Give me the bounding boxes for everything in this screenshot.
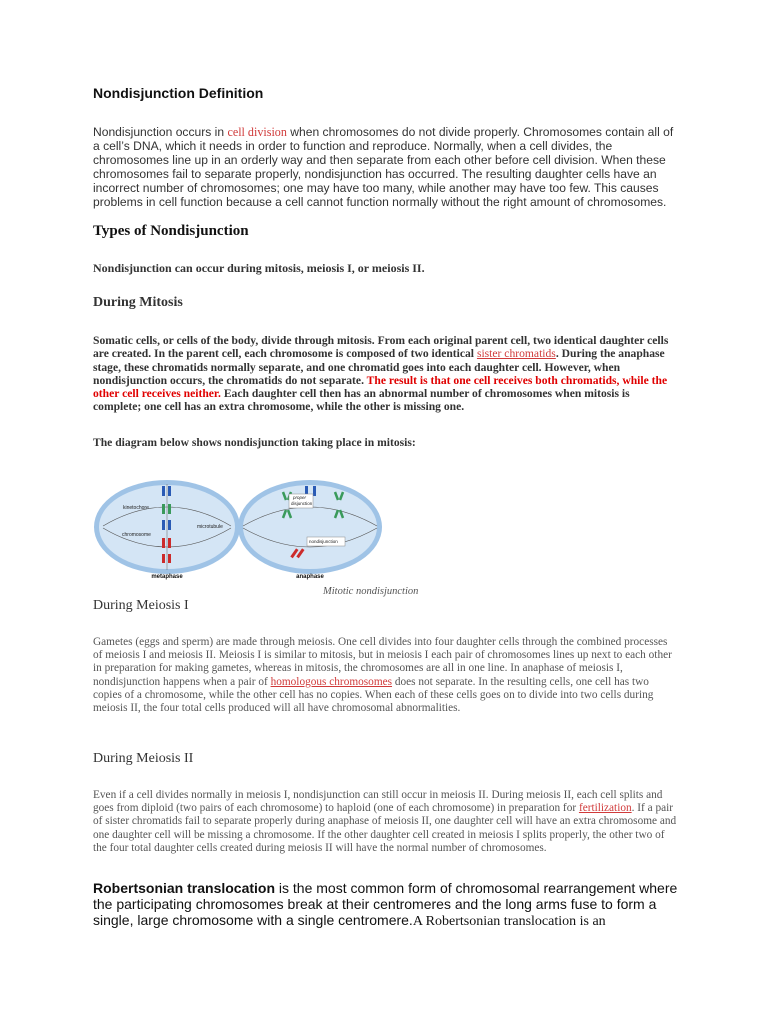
- section-title-mitosis: During Mitosis: [93, 295, 183, 310]
- diagram-intro: The diagram below shows nondisjunction taking place in mitosis:: [93, 436, 416, 449]
- robertsonian-paragraph: Robertsonian translocation is the most common form of chromosomal rearrangement where the participating chromosomes break at their centromeres and the long arms fuse to form a single, large chromosome with a single centromere.A Robertsonian translocation is an: [93, 880, 678, 930]
- figure-caption: Mitotic nondisjunction: [323, 586, 419, 597]
- definition-paragraph: Nondisjunction occurs in cell division when chromosomes do not divide properly. Chromosomes contain all of a cell’s DNA, which it needs in order to function and reproduce. Normally, when a cell divides, the chromosomes line up in an orderly way and then separate from each other before cell division. When these chromosomes fail to separate properly, nondisjunction has occurred. The resulting daughter cells have an incorrect number of chromosomes; one may have too many, while another may have too few. This causes problems in cell function because a cell cannot function normally without the right amount of chromosomes.: [93, 125, 674, 209]
- nondisjunction-label: nondisjunction: [309, 539, 338, 544]
- section-title-meiosis2: During Meiosis II: [93, 751, 194, 766]
- section-title-definition: Nondisjunction Definition: [93, 85, 264, 101]
- sister-chromatids-link[interactable]: sister chromatids: [476, 347, 556, 361]
- microtubule-label: microtubule: [197, 524, 223, 530]
- mitosis-paragraph: Somatic cells, or cells of the body, divide through mitosis. From each original parent cell, two identical daughter cells are created. In the parent cell, each chromosome is composed of two identical sister chromatids. During the anaphase stage, these chromatids normally separate, and one chromatid goes into each daughter cell. However, when nondisjunction occurs, the chromatids do not separate. The result is that one cell receives both chromatids, while the other cell receives neither. Each daughter cell then has an abnormal number of chromosomes when mitosis is complete; one cell has an extra chromosome, while the other is missing one.: [93, 334, 669, 414]
- robertsonian-term: Robertsonian translocation: [93, 880, 276, 896]
- mitosis-emphasis: The result is that one cell receives both chromatids, while the other cell receives neither.: [93, 373, 668, 401]
- types-intro: Nondisjunction can occur during mitosis, meiosis I, or meiosis II.: [93, 261, 425, 275]
- cell-division-link[interactable]: cell division: [227, 125, 287, 139]
- fertilization-link[interactable]: fertilization: [578, 802, 632, 815]
- disjunction-label: disjunction: [291, 501, 313, 506]
- meiosis2-paragraph: Even if a cell divides normally in meiosis I, nondisjunction can still occur in meiosis II. During meiosis II, each cell splits and goes from diploid (two pairs of each chromosome) to haploid (one of each chromosome) in preparation for fertilization. If a pair of sister chromatids fail to separate properly during anaphase of meiosis II, one daughter cell will have an extra chromosome and one daughter cell will be missing a chromosome. If the other daughter cell created in meiosis I splits properly, the other two of the four total daughter cells created during meiosis II will have the normal number of chromosomes.: [93, 789, 677, 854]
- mitotic-nondisjunction-diagram: [93, 478, 678, 606]
- homologous-chromosomes-link[interactable]: homologous chromosomes: [270, 675, 393, 688]
- section-title-types: Types of Nondisjunction: [93, 223, 249, 239]
- section-title-meiosis1: During Meiosis I: [93, 598, 189, 613]
- meiosis1-paragraph: Gametes (eggs and sperm) are made through meiosis. One cell divides into four daughter cells through the combined processes of meiosis I and meiosis II. Meiosis I is similar to mitosis, but in meiosis I each pair of chromosomes lines up next to each other in preparation for making gametes, whereas in mitosis, the chromosomes are all in one line. In anaphase of meiosis I, nondisjunction happens when a pair of homologous chromosomes does not separate. In the resulting cells, one cell has two copies of a chromosome, while the other cell has no copies. When each of these cells goes on to divide into two cells during meiosis II, the four total cells produced will all have chromosomal abnormalities.: [93, 636, 672, 715]
- metaphase-label: metaphase: [151, 574, 183, 580]
- anaphase-label: anaphase: [296, 574, 324, 580]
- chromosome-label: chromosome: [122, 532, 151, 538]
- proper-label: proper: [293, 495, 307, 500]
- kinetochore-label: kinetochore: [123, 505, 149, 511]
